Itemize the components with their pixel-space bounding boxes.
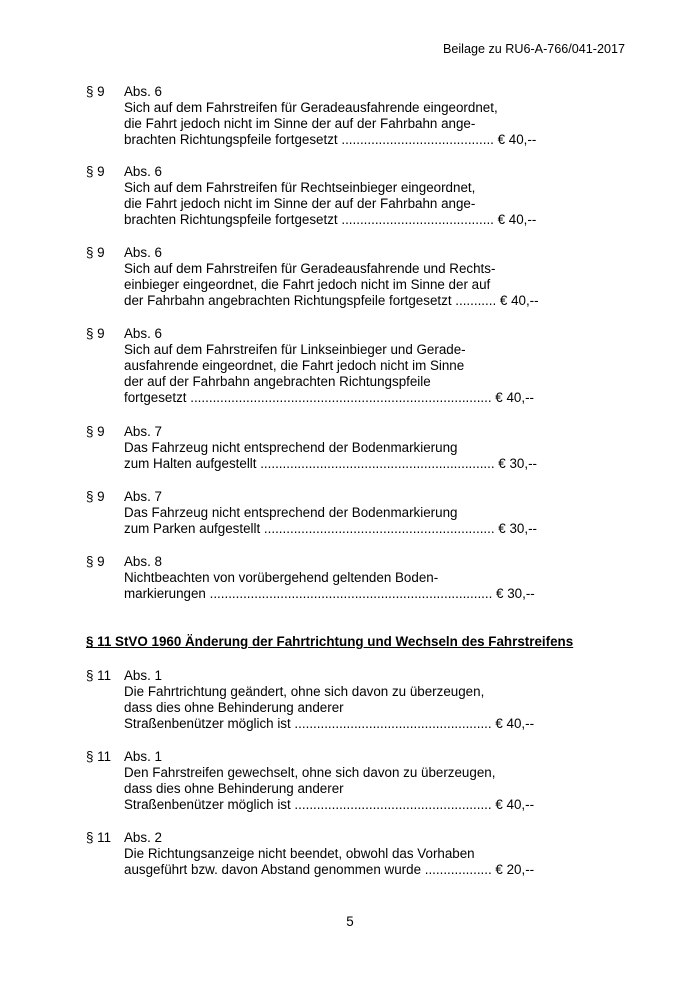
entry-text: Abs. 6 Sich auf dem Fahrstreifen für Geradeausfahrende eingeordnet, die Fahrt jedoch nicht im Sinne der auf der Fahrbahn ange- brachten Richtungspfeile fortgesetzt ......................................... € 40,-- [124,84,537,147]
page-number: 5 [346,914,354,929]
document-reference: Beilage zu RU6-A-766/041-2017 [442,42,625,56]
paragraph-number: § 9 [86,554,105,569]
entry-text: Abs. 1 Den Fahrstreifen gewechselt, ohne sich davon zu überzeugen, dass dies ohne Behinderung anderer Straßenbenützer möglich ist ..................................................... € 40,-- [124,749,535,812]
entry-text: Abs. 7 Das Fahrzeug nicht entsprechend der Bodenmarkierung zum Halten aufgestellt ............................................................... € 30,-- [124,424,538,471]
paragraph-number: § 9 [86,489,105,504]
paragraph-number: § 9 [86,84,105,99]
entry-text: Abs. 2 Die Richtungsanzeige nicht beendet, obwohl das Vorhaben ausgeführt bzw. davon Abstand genommen wurde .................. € 20,-- [124,830,535,877]
paragraph-number: § 11 [86,749,112,764]
entry-text: Abs. 6 Sich auf dem Fahrstreifen für Linkseinbieger und Gerade- ausfahrende eingeordnet, die Fahrt jedoch nicht im Sinne der auf der Fahrbahn angebrachten Richtungspfeile fortgesetzt ................................................................................. € 40,-- [124,326,535,405]
paragraph-number: § 9 [86,245,105,260]
entry-text: Abs. 6 Sich auf dem Fahrstreifen für Rechtseinbieger eingeordnet, die Fahrt jedoch nicht im Sinne der auf der Fahrbahn ange- brachten Richtungspfeile fortgesetzt ......................................... € 40,-- [124,164,537,227]
paragraph-number: § 9 [86,326,105,341]
paragraph-number: § 11 [86,830,112,845]
entry-text: Abs. 7 Das Fahrzeug nicht entsprechend der Bodenmarkierung zum Parken aufgestellt .............................................................. € 30,-- [124,489,538,536]
paragraph-number: § 9 [86,164,105,179]
entry-text: Abs. 6 Sich auf dem Fahrstreifen für Geradeausfahrende und Rechts- einbieger eingeordnet, die Fahrt jedoch nicht im Sinne der auf der Fahrbahn angebrachten Richtungspfeile fortgesetzt ........... € 40,-- [124,245,539,308]
paragraph-number: § 11 [86,668,112,683]
entry-text: Abs. 1 Die Fahrtrichtung geändert, ohne sich davon zu überzeugen, dass dies ohne Behinderung anderer Straßenbenützer möglich ist ..................................................... € 40,-- [124,668,535,731]
section-heading: § 11 StVO 1960 Änderung der Fahrtrichtung und Wechseln des Fahrstreifens [86,634,574,649]
paragraph-number: § 9 [86,424,105,439]
entry-text: Abs. 8 Nichtbeachten von vorübergehend geltenden Boden- markierungen ............................................................................ € 30,-- [124,554,535,601]
